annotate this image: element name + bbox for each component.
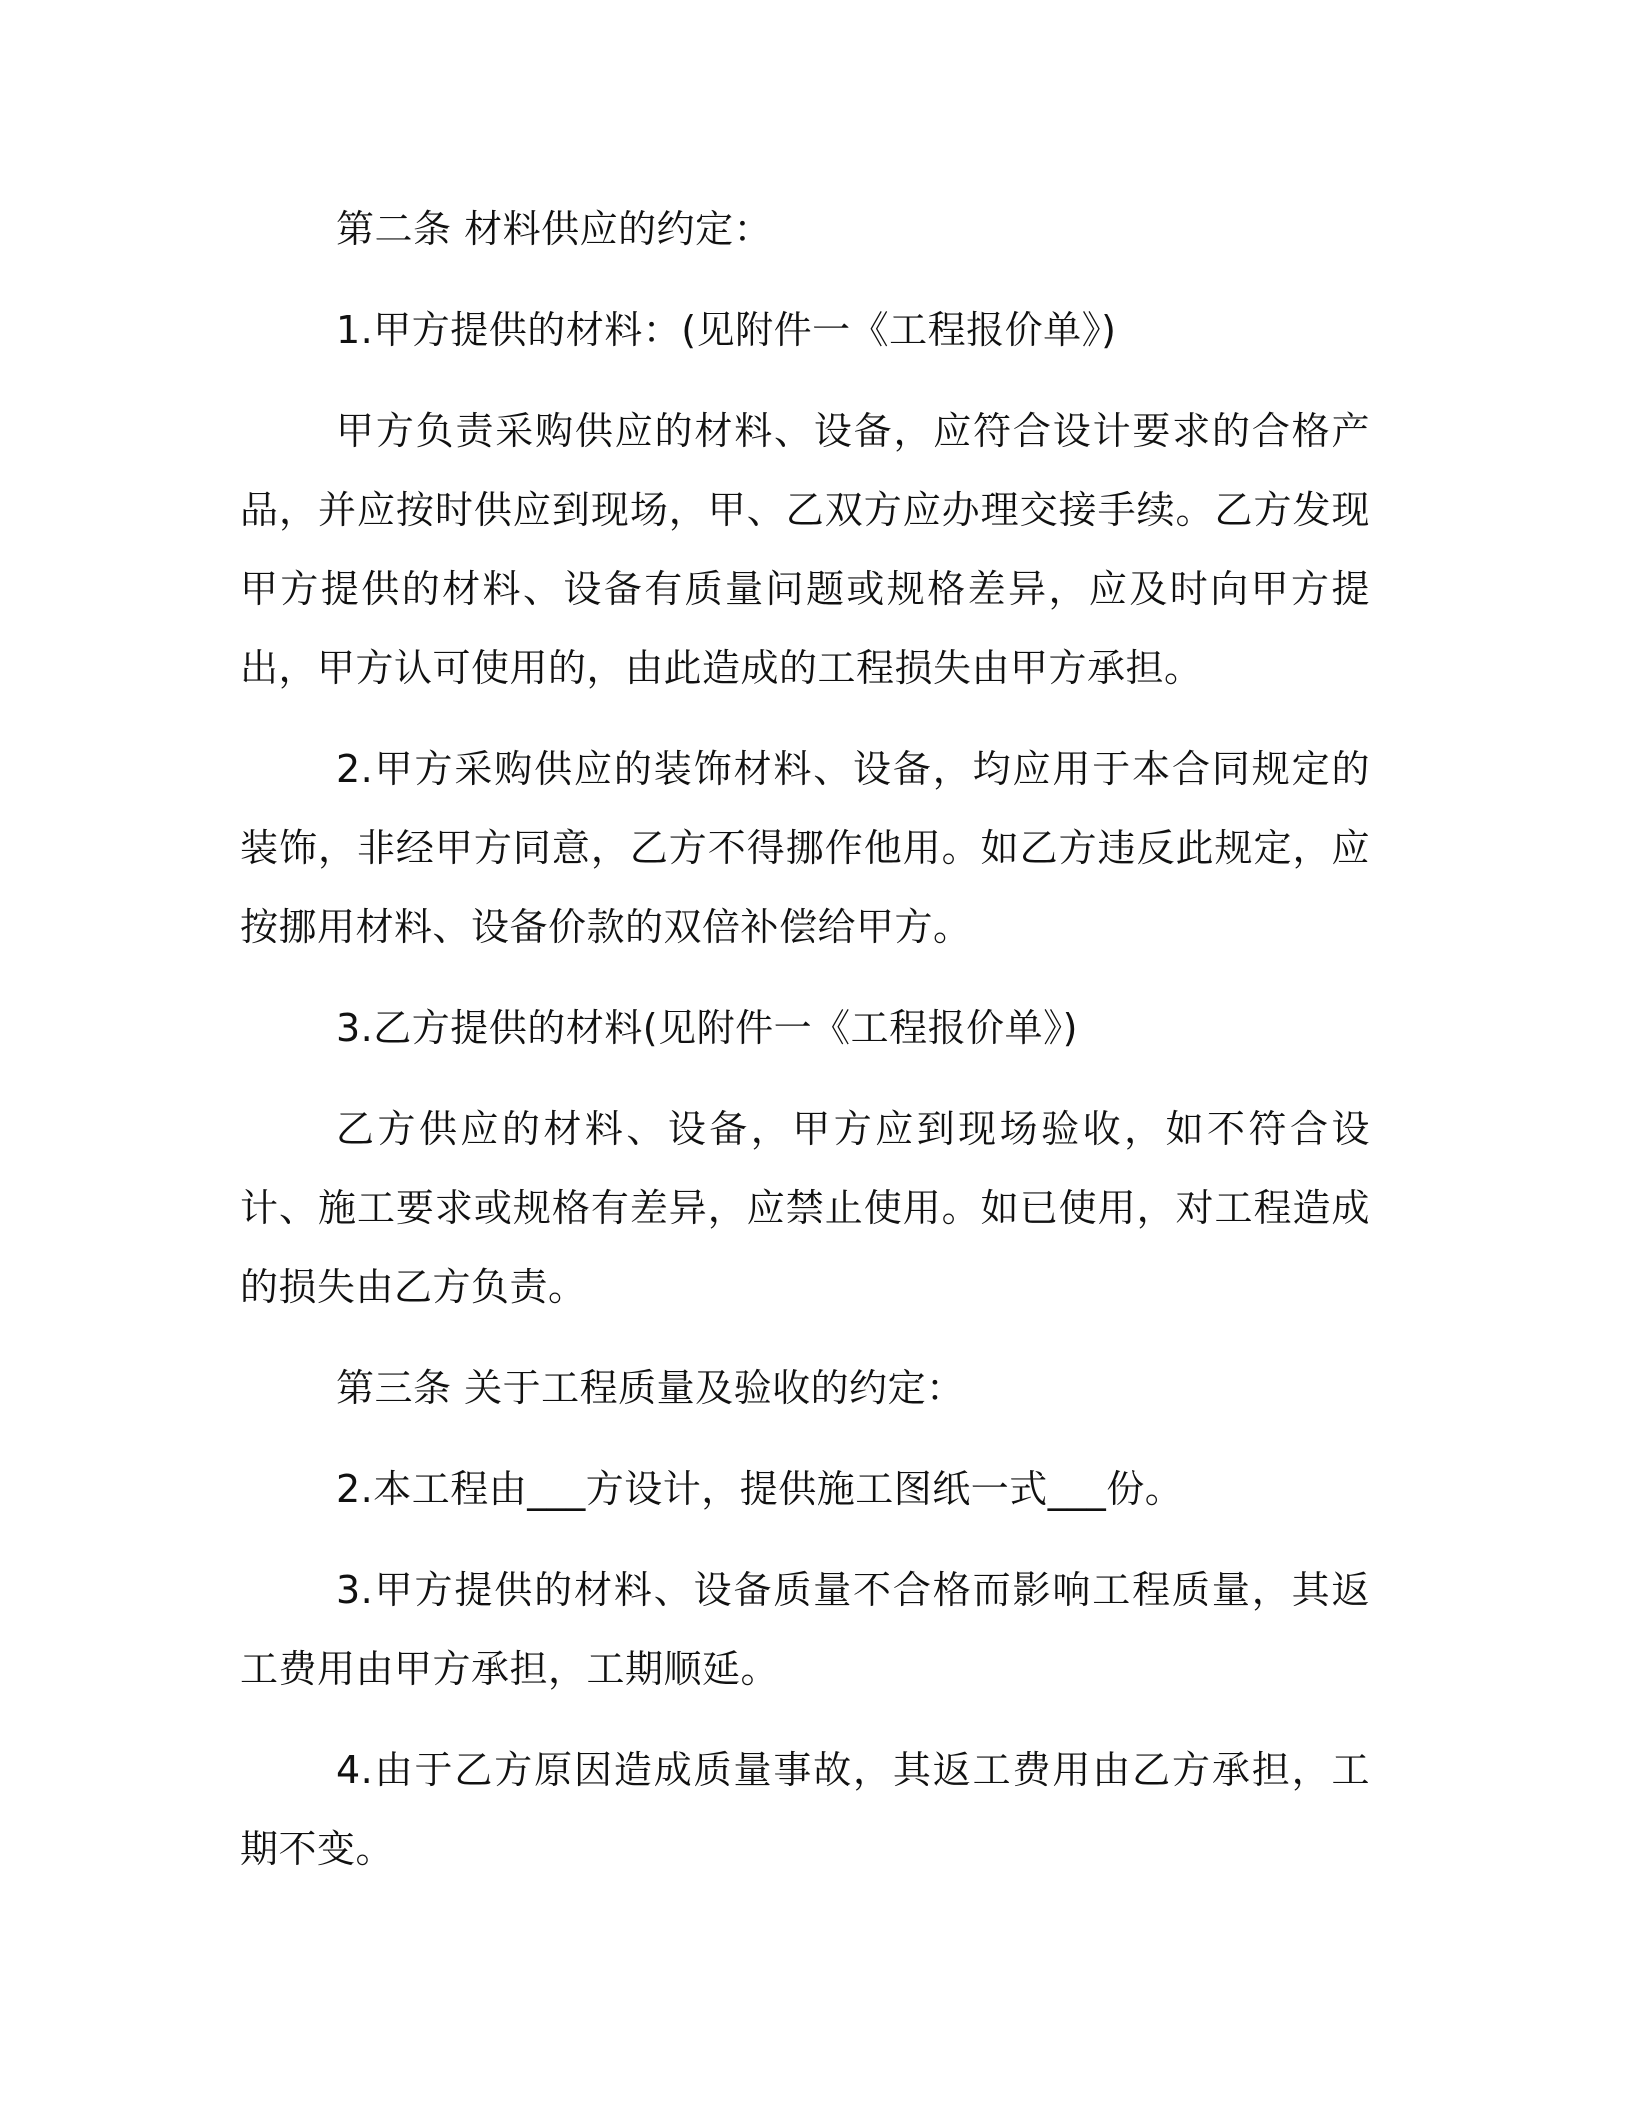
clause-3-4: 4.由于乙方原因造成质量事故，其返工费用由乙方承担，工期不变。 [240, 1748, 1370, 1871]
clause-2-2: 2.甲方采购供应的装饰材料、设备，均应用于本合同规定的装饰，非经甲方同意，乙方不得挪作他用。如乙方违反此规定，应按挪用材料、设备价款的双倍补偿给甲方。 [240, 747, 1370, 949]
clause-3-2: 2.本工程由___方设计，提供施工图纸一式___份。 [336, 1467, 1184, 1511]
clause-2-1-body: 甲方负责采购供应的材料、设备，应符合设计要求的合格产品，并应按时供应到现场，甲、乙双方应办理交接手续。乙方发现甲方提供的材料、设备有质量问题或规格差异，应及时向甲方提出，甲方认可使用的，由此造成的工程损失由甲方承担。 [240, 409, 1370, 690]
clause-2-1-title: 1.甲方提供的材料：(见附件一《工程报价单》) [336, 308, 1117, 352]
clause-3-3: 3.甲方提供的材料、设备质量不合格而影响工程质量，其返工费用由甲方承担，工期顺延。 [240, 1568, 1370, 1691]
article-3-heading: 第三条 关于工程质量及验收的约定： [336, 1366, 965, 1410]
clause-2-3-body: 乙方供应的材料、设备，甲方应到现场验收，如不符合设计、施工要求或规格有差异，应禁止使用。如已使用，对工程造成的损失由乙方负责。 [240, 1107, 1370, 1309]
article-2-heading: 第二条 材料供应的约定： [336, 207, 773, 251]
document-body [240, 190, 1370, 1911]
clause-2-3-title: 3.乙方提供的材料(见附件一《工程报价单》) [336, 1006, 1078, 1050]
